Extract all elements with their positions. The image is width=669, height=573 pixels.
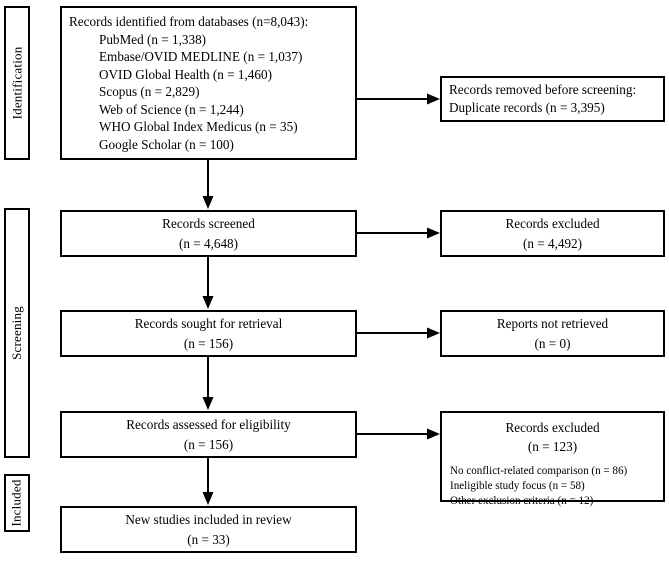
- arrow-identified-to-removed: [357, 92, 441, 106]
- records-screened-line2: (n = 4,648): [178, 235, 239, 251]
- new-studies-included-line2: (n = 33): [187, 531, 230, 547]
- arrow-screened-to-sought: [201, 257, 215, 310]
- records-sought-line1: Records sought for retrieval: [134, 316, 283, 332]
- records-excluded-eligibility-line1: Records excluded: [505, 420, 600, 435]
- box-records-sought: [60, 310, 357, 357]
- box-reports-not-retrieved: [440, 310, 665, 357]
- phase-label-screening: [4, 208, 30, 458]
- reports-not-retrieved-line1: Reports not retrieved: [496, 316, 609, 332]
- records-excluded-screening-line2: (n = 4,492): [522, 235, 583, 251]
- box-records-screened: [60, 210, 357, 257]
- exclusion-reason-2: Ineligible study focus (n = 58): [450, 480, 585, 493]
- source-scopus: Scopus (n = 2,829): [99, 84, 200, 100]
- box-records-identified: [60, 6, 357, 160]
- source-who-global-index-medicus: WHO Global Index Medicus (n = 35): [99, 119, 298, 135]
- box-records-removed: [440, 76, 665, 122]
- source-embase-ovid-medline: Embase/OVID MEDLINE (n = 1,037): [99, 49, 303, 65]
- records-assessed-line1: Records assessed for eligibility: [126, 417, 291, 433]
- records-identified-heading: Records identified from databases (n=8,043):: [69, 14, 309, 29]
- phase-label-screening-text: Screening: [9, 306, 24, 360]
- records-assessed-line2: (n = 156): [183, 436, 234, 452]
- box-records-excluded-eligibility: [440, 411, 665, 508]
- box-records-assessed: [60, 411, 357, 458]
- source-ovid-global-health: OVID Global Health (n = 1,460): [99, 66, 272, 82]
- phase-label-included: [4, 474, 30, 532]
- box-records-excluded-screening: [440, 210, 665, 257]
- arrow-assessed-to-included: [201, 458, 215, 506]
- records-removed-line1: Records removed before screening:: [449, 82, 637, 98]
- records-screened-line1: Records screened: [162, 216, 255, 232]
- new-studies-included-line1: New studies included in review: [125, 512, 292, 528]
- arrow-screened-to-excluded: [357, 226, 441, 240]
- reports-not-retrieved-line2: (n = 0): [534, 335, 571, 351]
- records-excluded-screening-line1: Records excluded: [505, 216, 600, 232]
- records-removed-line2: Duplicate records (n = 3,395): [449, 100, 605, 115]
- exclusion-reason-3: Other exclusion criteria (n = 12): [450, 495, 594, 508]
- arrow-sought-to-not-retrieved: [357, 326, 441, 340]
- source-web-of-science: Web of Science (n = 1,244): [99, 101, 244, 117]
- exclusion-reason-1: No conflict-related comparison (n = 86): [450, 465, 628, 478]
- source-pubmed: PubMed (n = 1,338): [99, 31, 207, 47]
- phase-label-included-text: Included: [9, 479, 24, 527]
- arrow-assessed-to-excluded: [357, 427, 441, 441]
- records-sought-line2: (n = 156): [183, 335, 234, 351]
- phase-label-identification-text: Identification: [9, 46, 25, 120]
- records-excluded-eligibility-line2: (n = 123): [527, 439, 578, 455]
- arrow-identified-to-screened: [201, 160, 215, 210]
- source-google-scholar: Google Scholar (n = 100): [99, 136, 234, 152]
- box-new-studies-included: [60, 506, 357, 553]
- arrow-sought-to-assessed: [201, 357, 215, 411]
- phase-label-identification: [4, 6, 30, 160]
